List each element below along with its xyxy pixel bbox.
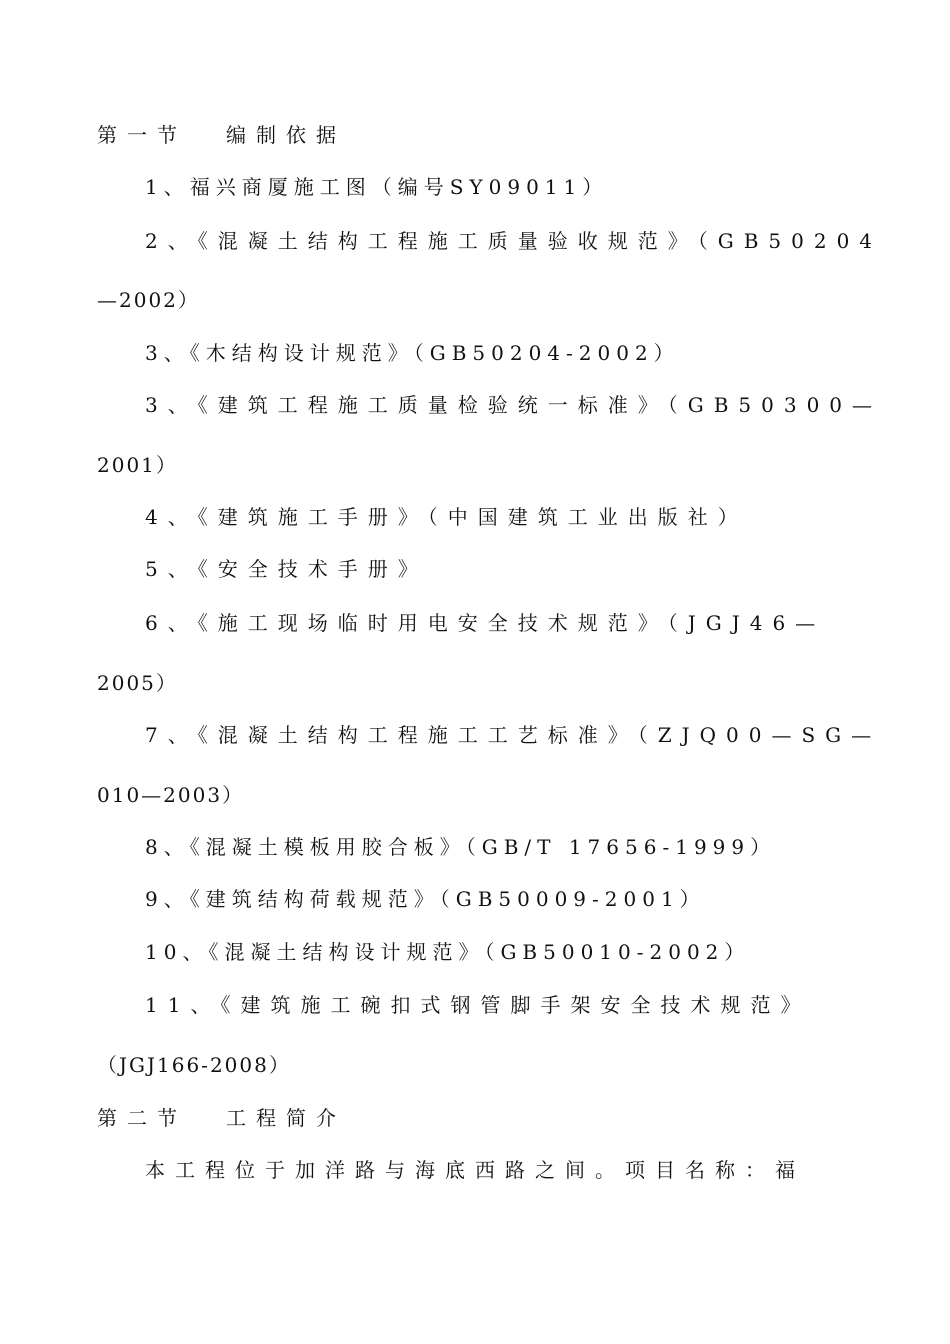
- section-2-title: 工程简介: [226, 1106, 346, 1130]
- basis-item-6-cont: 2005）: [97, 671, 178, 695]
- basis-item-7: 7、《混凝土结构工程施工工艺标准》（ZJQ00—SG—: [145, 723, 882, 747]
- basis-item-3a: 3、《木结构设计规范》（GB50204-2002）: [145, 341, 680, 365]
- basis-item-3b-cont: 2001）: [97, 453, 178, 477]
- project-intro-paragraph: 本工程位于加洋路与海底西路之间。项目名称：福: [145, 1158, 805, 1182]
- basis-item-4: 4、《建筑施工手册》（中国建筑工业出版社）: [145, 505, 748, 529]
- basis-item-2-cont: —2002）: [97, 288, 200, 312]
- basis-item-11-cont: （JGJ166-2008）: [97, 1053, 291, 1077]
- basis-item-3b: 3、《建筑工程施工质量检验统一标准》（GB50300—: [145, 393, 883, 417]
- basis-item-6: 6、《施工现场临时用电安全技术规范》（JGJ46—: [145, 611, 826, 635]
- section-1-number: 第一节: [97, 123, 187, 147]
- section-2-number: 第二节: [97, 1106, 187, 1130]
- basis-item-1: 1、福兴商厦施工图（编号SY09011）: [145, 175, 609, 199]
- basis-item-8: 8、《混凝土模板用胶合板》（GB/T 17656-1999）: [145, 835, 777, 859]
- section-1-title: 编制依据: [226, 123, 346, 147]
- basis-item-10: 10、《混凝土结构设计规范》（GB50010-2002）: [145, 940, 751, 964]
- basis-item-11: 11、《建筑施工碗扣式钢管脚手架安全技术规范》: [145, 993, 811, 1017]
- basis-item-2: 2、《混凝土结构工程施工质量验收规范》（GB50204: [145, 229, 883, 253]
- basis-item-5: 5、《安全技术手册》: [145, 557, 428, 581]
- basis-item-7-cont: 010—2003）: [97, 783, 245, 807]
- basis-item-9: 9、《建筑结构荷载规范》（GB50009-2001）: [145, 887, 706, 911]
